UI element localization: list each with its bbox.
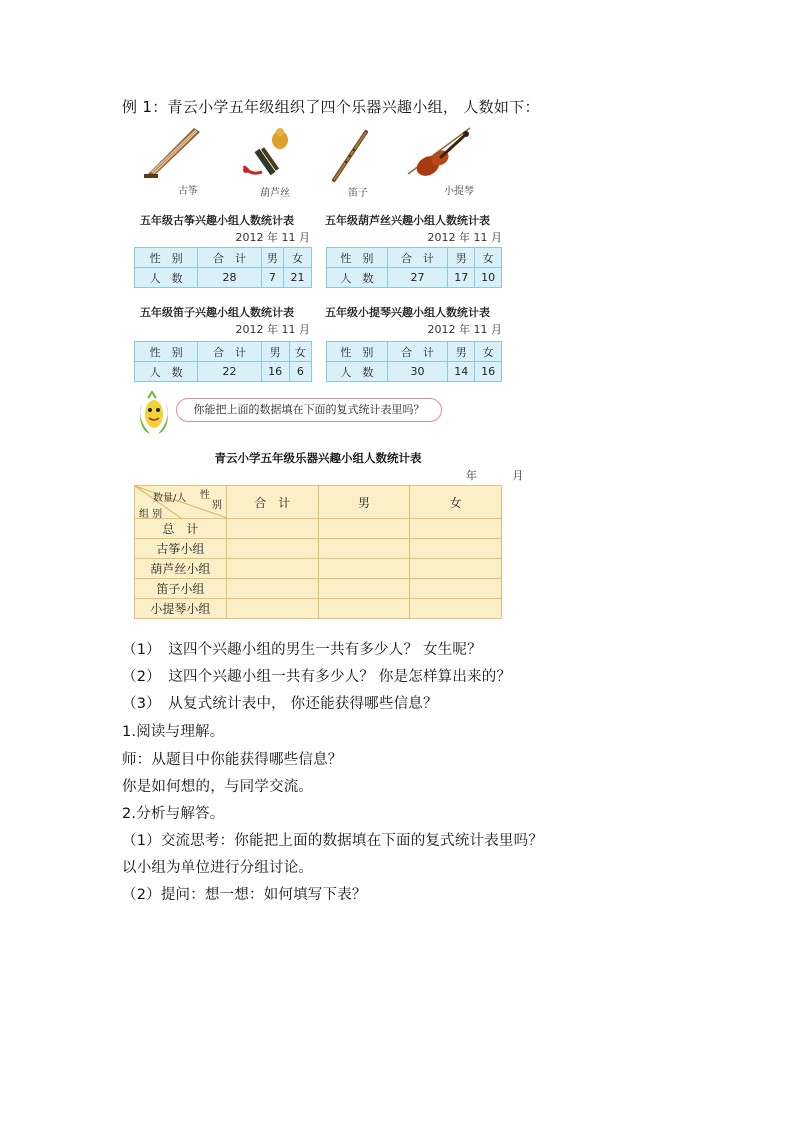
empty-cell[interactable] <box>318 539 410 559</box>
exchange-line: （1）交流思考：你能把上面的数据填在下面的复式统计表里吗？ <box>122 833 544 849</box>
empty-cell[interactable] <box>226 579 318 599</box>
value-cell: 16 <box>261 362 289 382</box>
discussion-line: 你是如何想的，与同学交流。 <box>122 779 314 795</box>
value-cell: 21 <box>284 268 312 288</box>
empty-cell[interactable] <box>318 519 410 539</box>
violin-icon <box>400 124 480 184</box>
question-1: （1） 这四个兴趣小组的男生一共有多少人？ 女生呢？ <box>122 642 482 658</box>
header-cell: 男 <box>261 342 289 362</box>
empty-cell[interactable] <box>318 559 410 579</box>
hulusi-icon <box>232 126 302 184</box>
value-cell: 17 <box>448 268 475 288</box>
row-label: 古筝小组 <box>135 539 227 559</box>
step-1-heading: 1.阅读与理解。 <box>122 724 225 740</box>
corner-bottom-right: 别 <box>211 500 222 511</box>
group-line: 以小组为单位进行分组讨论。 <box>122 860 314 876</box>
value-cell: 10 <box>475 268 502 288</box>
value-cell: 30 <box>387 362 448 382</box>
instrument-label: 笛子 <box>348 188 368 199</box>
header-cell: 女 <box>475 248 502 268</box>
header-cell: 性 别 <box>327 248 388 268</box>
example-intro: 例 1：青云小学五年级组织了四个乐器兴趣小组， 人数如下： <box>122 98 540 116</box>
value-cell: 28 <box>198 268 261 288</box>
row-label: 人 数 <box>327 362 388 382</box>
value-cell: 6 <box>289 362 311 382</box>
table-date: 2012 年 11 月 <box>427 231 502 244</box>
header-cell: 性 别 <box>135 342 198 362</box>
header-cell: 合 计 <box>387 342 448 362</box>
row-label: 笛子小组 <box>135 579 227 599</box>
header-cell: 女 <box>284 248 312 268</box>
row-label: 总 计 <box>135 519 227 539</box>
row-label: 葫芦丝小组 <box>135 559 227 579</box>
compound-table-title: 青云小学五年级乐器兴趣小组人数统计表 <box>214 451 422 465</box>
header-cell: 合 计 <box>387 248 448 268</box>
value-cell: 22 <box>198 362 261 382</box>
instrument-label: 古筝 <box>178 186 198 197</box>
table-date: 2012 年 11 月 <box>427 323 502 336</box>
header-cell: 合 计 <box>198 342 261 362</box>
empty-cell[interactable] <box>318 599 410 619</box>
violin-table <box>326 341 502 382</box>
header-cell: 性 别 <box>135 248 198 268</box>
instrument-label: 小提琴 <box>444 186 474 197</box>
prompt-line: （2）提问：想一想：如何填写下表？ <box>122 887 367 903</box>
empty-cell[interactable] <box>410 539 502 559</box>
column-header: 女 <box>410 486 502 519</box>
guzheng-icon <box>140 124 210 182</box>
row-label: 小提琴小组 <box>135 599 227 619</box>
row-label: 人 数 <box>135 268 198 288</box>
header-cell: 性 别 <box>327 342 388 362</box>
compound-table-date: 年 月 <box>466 469 540 482</box>
instrument-label: 葫芦丝 <box>260 188 290 199</box>
empty-cell[interactable] <box>410 579 502 599</box>
value-cell: 16 <box>475 362 502 382</box>
value-cell: 7 <box>261 268 283 288</box>
instrument-hulusi <box>232 126 302 199</box>
row-label: 人 数 <box>135 362 198 382</box>
question-3: （3） 从复式统计表中， 你还能获得哪些信息？ <box>122 696 438 712</box>
question-2: （2） 这四个兴趣小组一共有多少人？ 你是怎样算出来的？ <box>122 669 512 685</box>
table-title: 五年级古筝兴趣小组人数统计表 <box>140 214 294 227</box>
header-cell: 男 <box>448 342 475 362</box>
corn-mascot-icon <box>134 390 174 440</box>
header-cell: 合 计 <box>198 248 261 268</box>
corner-bottom-left: 组 别 <box>139 509 163 520</box>
step-2-heading: 2.分析与解答。 <box>122 806 225 822</box>
table-title: 五年级小提琴兴趣小组人数统计表 <box>325 306 490 319</box>
empty-cell[interactable] <box>226 539 318 559</box>
header-cell: 男 <box>261 248 283 268</box>
compound-table <box>134 485 502 619</box>
corner-middle: 数量/人 <box>153 493 187 504</box>
dizi-icon <box>326 128 376 184</box>
instrument-guzheng <box>140 124 210 197</box>
table-date: 2012 年 11 月 <box>235 231 310 244</box>
instrument-violin <box>400 124 480 197</box>
empty-cell[interactable] <box>410 559 502 579</box>
table-title: 五年级葫芦丝兴趣小组人数统计表 <box>325 214 490 227</box>
empty-cell[interactable] <box>318 579 410 599</box>
column-header: 男 <box>318 486 410 519</box>
empty-cell[interactable] <box>410 519 502 539</box>
header-cell: 男 <box>448 248 475 268</box>
speech-bubble: 你能把上面的数据填在下面的复式统计表里吗？ <box>176 398 442 422</box>
row-label: 人 数 <box>327 268 388 288</box>
empty-cell[interactable] <box>226 559 318 579</box>
column-header: 合 计 <box>226 486 318 519</box>
guzheng-table <box>134 247 312 288</box>
header-cell: 女 <box>475 342 502 362</box>
table-date: 2012 年 11 月 <box>235 323 310 336</box>
corner-top-right: 性 <box>199 490 210 501</box>
dizi-table <box>134 341 312 382</box>
instrument-dizi <box>326 128 376 199</box>
empty-cell[interactable] <box>226 599 318 619</box>
hulusi-table <box>326 247 502 288</box>
empty-cell[interactable] <box>410 599 502 619</box>
value-cell: 14 <box>448 362 475 382</box>
header-cell: 女 <box>289 342 311 362</box>
corner-cell <box>135 486 227 519</box>
empty-cell[interactable] <box>226 519 318 539</box>
value-cell: 27 <box>387 268 448 288</box>
teacher-line: 师：从题目中你能获得哪些信息？ <box>122 752 343 768</box>
table-title: 五年级笛子兴趣小组人数统计表 <box>140 306 294 319</box>
